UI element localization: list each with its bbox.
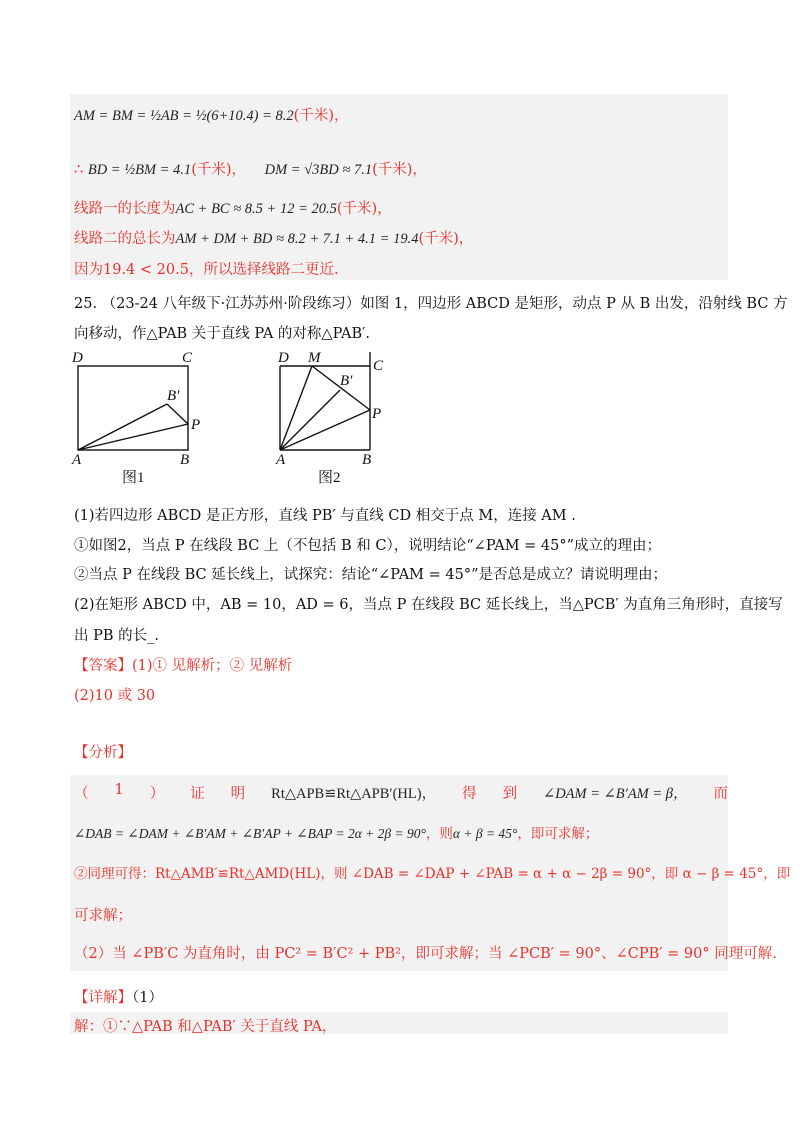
fig2-label-p: P bbox=[372, 406, 382, 422]
fig1-line-bpp bbox=[167, 404, 188, 424]
analysis-token: 到 bbox=[502, 786, 518, 802]
route-two-text: 线路二的总长为 bbox=[74, 231, 176, 247]
fig2-label-c: C bbox=[373, 358, 384, 374]
unit-text: (千米) bbox=[372, 162, 413, 178]
solution-expr-2a: BD = ½BM = 4.1 bbox=[87, 162, 192, 178]
solution-line-5 bbox=[74, 258, 339, 279]
route-one-text: 线路一的长度为 bbox=[74, 201, 176, 217]
fig2-caption: 图2 bbox=[318, 470, 341, 486]
fig2-label-m: M bbox=[308, 350, 321, 366]
analysis-text: 即 bbox=[776, 866, 791, 882]
problem-number: 25. bbox=[74, 296, 98, 312]
solution-expr-1: AM = BM = ½AB = ½(6+10.4) = 8.2 bbox=[74, 108, 294, 124]
solution-line-4 bbox=[74, 227, 473, 248]
fig2-label-a: A bbox=[276, 452, 286, 468]
part-1-question-1: ①如图2，当点 P 在线段 BC 上（不包括 B 和 C），说明结论“∠PAM = 45°”成立的理由； bbox=[74, 538, 662, 554]
part-1-text: (1)若四边形 ABCD 是正方形，直线 PB′ 与直线 CD 相交于点 M，连接 AM . bbox=[74, 508, 576, 524]
fig2-label-bp: B′ bbox=[340, 373, 353, 389]
comma: ， bbox=[377, 201, 392, 217]
analysis-token: 得 bbox=[462, 786, 477, 802]
solution-line-1 bbox=[74, 104, 349, 125]
analysis-token: 明 bbox=[230, 786, 246, 802]
analysis-row-1 bbox=[74, 782, 728, 803]
part-2-text-1: (2)在矩形 ABCD 中，AB = 10，AD = 6，当点 P 在线段 BC 延长线上，当△PCB′ 为直角三角形时，直接写 bbox=[74, 597, 783, 613]
fig2-label-b: B bbox=[362, 452, 372, 468]
problem-source: （23-24 八年级下·江苏苏州·阶段练习） bbox=[101, 296, 361, 312]
conclusion-text-a: 因为 bbox=[74, 262, 103, 278]
figure-2 bbox=[270, 348, 400, 488]
route-two-expr: AM + DM + BD ≈ 8.2 + 7.1 + 4.1 = 19.4 bbox=[175, 231, 419, 247]
analysis-row-3 bbox=[74, 862, 791, 882]
fig1-line-ap bbox=[78, 424, 188, 450]
unit-text: (千米) bbox=[336, 201, 378, 217]
solution-expr-2b: DM = √3BD ≈ 7.1 bbox=[264, 162, 373, 178]
fig1-label-p: P bbox=[191, 417, 201, 433]
analysis-expr: α + β = 45° bbox=[452, 826, 518, 841]
detail-part: （1） bbox=[132, 990, 163, 1006]
fig2-label-d: D bbox=[278, 350, 289, 366]
conclusion-expr: 19.4 < 20.5 bbox=[103, 262, 189, 278]
analysis-text: ，即可求解； bbox=[517, 826, 599, 842]
answer-label: 【答案】 bbox=[74, 658, 132, 674]
fig1-caption: 图1 bbox=[122, 470, 145, 486]
comma: ， bbox=[458, 231, 474, 247]
analysis-token: Rt△APB≌Rt△APB′(HL)， bbox=[271, 786, 437, 802]
answer-line-2: (2)10 或 30 bbox=[74, 688, 156, 704]
detail-label: 【详解】 bbox=[74, 990, 132, 1006]
fig1-label-d: D bbox=[72, 350, 83, 366]
unit-text: (千米) bbox=[293, 108, 334, 124]
fig1-label-b: B bbox=[180, 452, 190, 468]
therefore-symbol: ∴ bbox=[74, 162, 84, 178]
analysis-angle-sum: ∠DAB = ∠DAM + ∠B′AM + ∠B′AP + ∠BAP = 2α + 2β = 90° bbox=[74, 826, 426, 841]
answer-line-1 bbox=[74, 654, 292, 675]
comma: ， bbox=[334, 108, 349, 124]
analysis-row-4: 可求解； bbox=[74, 908, 132, 924]
fig1-label-a: A bbox=[72, 452, 82, 468]
fig1-label-c: C bbox=[182, 350, 193, 366]
route-one-expr: AC + BC ≈ 8.5 + 12 = 20.5 bbox=[175, 201, 337, 217]
analysis-text: ，则 bbox=[425, 826, 453, 842]
comma: ， bbox=[412, 162, 427, 178]
detail-label-line bbox=[74, 986, 163, 1007]
detail-text: 解：①∵△PAB 和△PAB′ 关于直线 PA， bbox=[74, 1019, 337, 1035]
comma: ， bbox=[231, 162, 247, 178]
unit-text: (千米) bbox=[191, 162, 232, 178]
analysis-token: ） bbox=[149, 786, 165, 802]
analysis-token: ∠DAM = ∠B′AM = β， bbox=[543, 786, 688, 802]
detail-line-1 bbox=[74, 1015, 336, 1036]
fig1-line-abp bbox=[78, 404, 167, 450]
solution-line-2 bbox=[74, 158, 427, 179]
answer-part-1: (1)① 见解析；② 见解析 bbox=[132, 658, 293, 674]
analysis-token: 而 bbox=[713, 786, 728, 802]
problem-stem-1 bbox=[74, 292, 788, 313]
analysis-token: 1 bbox=[114, 782, 124, 798]
figure-1 bbox=[70, 348, 220, 488]
analysis-text: ②同理可得：Rt△AMB′≌Rt△AMD(HL)，则 ∠DAB = ∠DAP + ∠PAB = α + α − 2β = 90°，即 α − β = 45°， bbox=[74, 866, 777, 882]
analysis-row-2 bbox=[74, 822, 598, 842]
fig1-label-bp: B′ bbox=[167, 388, 180, 404]
conclusion-text-b: ，所以选择线路二更近. bbox=[188, 262, 339, 278]
analysis-label: 【分析】 bbox=[74, 745, 132, 761]
problem-stem-2 bbox=[74, 322, 370, 343]
unit-text: (千米) bbox=[418, 231, 459, 247]
analysis-token: 证 bbox=[190, 786, 205, 802]
analysis-row-5: （2）当 ∠PB′C 为直角时，由 PC² = B′C² + PB²，即可求解；当 ∠PCB′ = 90°、∠CPB′ = 90° 同理可解. bbox=[74, 946, 777, 962]
problem-stem-text-1: 如图 1，四边形 ABCD 是矩形，动点 P 从 B 出发，沿射线 BC 方 bbox=[360, 296, 788, 312]
part-1-question-2: ②当点 P 在线段 BC 延长线上，试探究：结论“∠PAM = 45°”是否总是成立？请说明理由； bbox=[74, 567, 667, 583]
fig2-line-ab-prime bbox=[280, 390, 340, 450]
problem-stem-text-2: 向移动，作△PAB 关于直线 PA 的对称△PAB′. bbox=[74, 326, 371, 342]
part-2-text-2: 出 PB 的长_. bbox=[74, 628, 159, 644]
analysis-token: （ bbox=[74, 786, 89, 802]
solution-line-3 bbox=[74, 197, 392, 218]
